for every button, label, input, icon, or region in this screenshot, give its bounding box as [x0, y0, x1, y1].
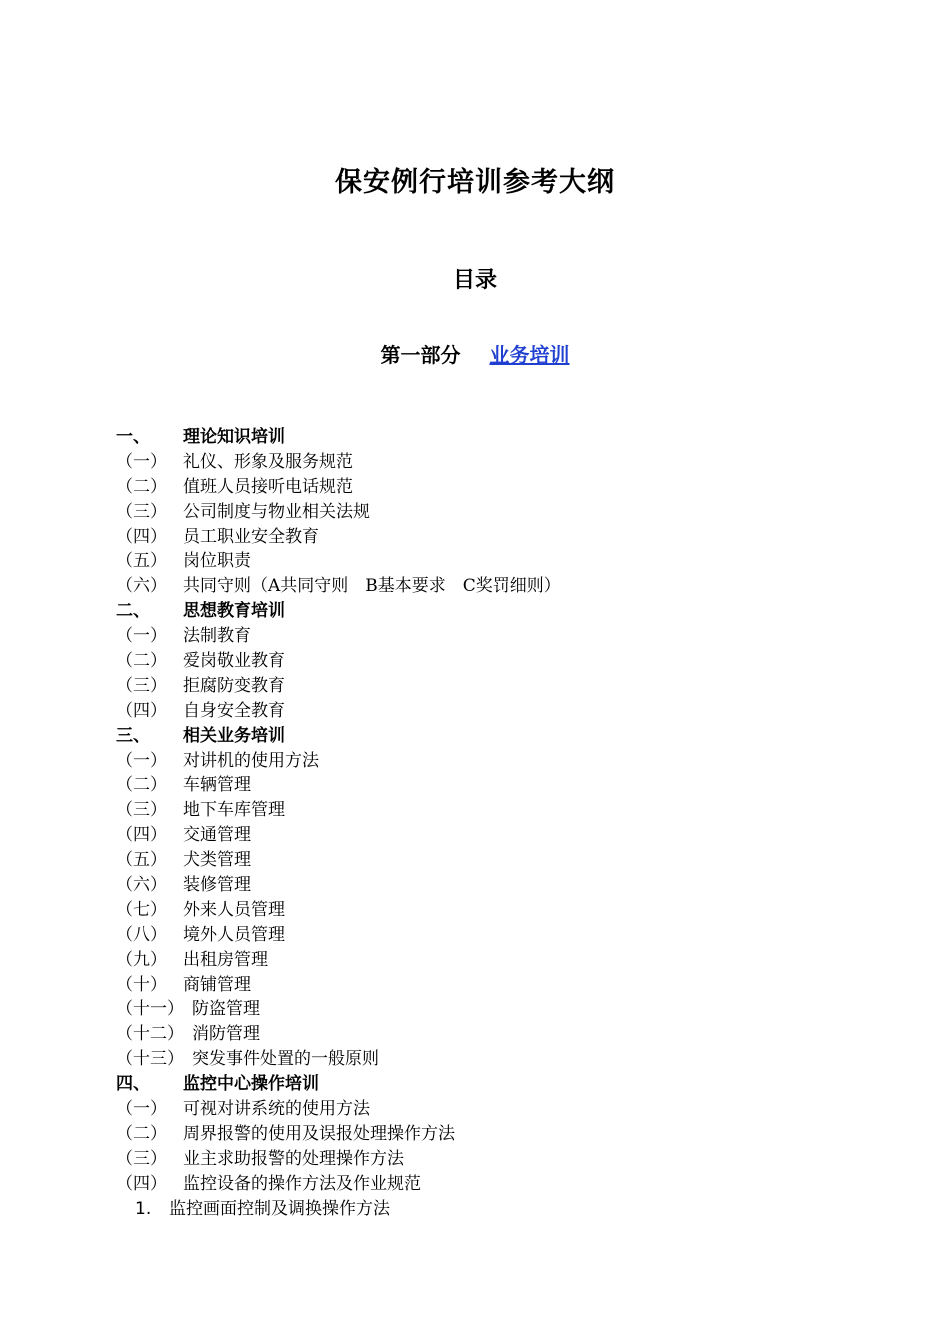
toc-number: （四） — [116, 700, 167, 721]
toc-text: 共同守则（A共同守则 B基本要求 C奖罚细则） — [183, 576, 561, 597]
toc-section[interactable] — [116, 599, 876, 624]
toc-text: 监控画面控制及调换操作方法 — [169, 1198, 390, 1219]
toc-text: 交通管理 — [183, 825, 251, 846]
toc-number: 四、 — [116, 1074, 150, 1095]
toc-number: （六） — [116, 875, 167, 896]
part-number: 第一部分 — [380, 343, 461, 367]
toc-heading: 目录 — [452, 268, 497, 293]
toc-text: 监控设备的操作方法及作业规范 — [183, 1173, 421, 1194]
toc-number: 1. — [135, 1198, 152, 1219]
toc-text: 消防管理 — [192, 1024, 260, 1045]
toc-number: （三） — [116, 1148, 167, 1169]
toc-item[interactable] — [116, 500, 876, 525]
toc-item[interactable] — [116, 1022, 876, 1047]
toc-number: （三） — [116, 501, 167, 522]
toc-number: （四） — [116, 825, 167, 846]
toc-item[interactable] — [116, 574, 876, 599]
toc-list — [116, 425, 876, 1222]
toc-section[interactable] — [116, 724, 876, 749]
toc-text: 理论知识培训 — [183, 427, 285, 447]
toc-number: （十三） — [116, 1049, 184, 1070]
toc-number: 二、 — [116, 601, 150, 622]
toc-number: 一、 — [116, 427, 150, 447]
toc-text: 车辆管理 — [183, 775, 251, 796]
toc-number: （一） — [116, 750, 167, 771]
toc-text: 突发事件处置的一般原则 — [192, 1049, 379, 1070]
toc-text: 思想教育培训 — [183, 601, 285, 622]
toc-item[interactable] — [116, 475, 876, 500]
toc-text: 防盗管理 — [192, 999, 260, 1020]
toc-number: （五） — [116, 850, 167, 871]
toc-item[interactable] — [116, 848, 876, 873]
toc-number: （八） — [116, 924, 167, 945]
toc-item[interactable] — [116, 749, 876, 774]
toc-subitem[interactable] — [116, 1197, 876, 1222]
toc-text: 外来人员管理 — [183, 899, 285, 920]
toc-text: 法制教育 — [183, 626, 251, 647]
toc-number: （六） — [116, 576, 167, 597]
toc-text: 员工职业安全教育 — [183, 526, 319, 547]
document-title: 保安例行培训参考大纲 — [335, 167, 615, 198]
toc-item[interactable] — [116, 997, 876, 1022]
toc-item[interactable] — [116, 525, 876, 550]
toc-text: 出租房管理 — [183, 949, 268, 970]
toc-section[interactable] — [116, 425, 876, 450]
toc-item[interactable] — [116, 773, 876, 798]
toc-item[interactable] — [116, 1147, 876, 1172]
toc-number: （一） — [116, 1099, 167, 1120]
toc-text: 犬类管理 — [183, 850, 251, 871]
toc-number: （五） — [116, 551, 167, 572]
toc-number: （三） — [116, 800, 167, 821]
toc-section[interactable] — [116, 1072, 876, 1097]
toc-item[interactable] — [116, 450, 876, 475]
toc-number: （一） — [116, 451, 167, 472]
toc-number: （一） — [116, 626, 167, 647]
toc-item[interactable] — [116, 873, 876, 898]
toc-item[interactable] — [116, 898, 876, 923]
toc-number: （二） — [116, 775, 167, 796]
toc-item[interactable] — [116, 1097, 876, 1122]
part-link-business-training[interactable]: 业务培训 — [489, 343, 570, 367]
toc-item[interactable] — [116, 674, 876, 699]
toc-item[interactable] — [116, 649, 876, 674]
toc-number: （十二） — [116, 1024, 184, 1045]
toc-item[interactable] — [116, 1172, 876, 1197]
part-heading — [0, 339, 950, 368]
toc-text: 装修管理 — [183, 875, 251, 896]
toc-text: 自身安全教育 — [183, 700, 285, 721]
toc-number: （九） — [116, 949, 167, 970]
toc-number: （四） — [116, 1173, 167, 1194]
toc-text: 爱岗敬业教育 — [183, 651, 285, 672]
toc-item[interactable] — [116, 973, 876, 998]
toc-item[interactable] — [116, 549, 876, 574]
toc-text: 地下车库管理 — [183, 800, 285, 821]
toc-number: （十） — [116, 974, 167, 995]
toc-item[interactable] — [116, 798, 876, 823]
toc-number: （二） — [116, 1123, 167, 1144]
toc-text: 值班人员接听电话规范 — [183, 476, 353, 497]
toc-number: （四） — [116, 526, 167, 547]
toc-number: （七） — [116, 899, 167, 920]
toc-item[interactable] — [116, 923, 876, 948]
toc-item[interactable] — [116, 624, 876, 649]
toc-number: （三） — [116, 675, 167, 696]
toc-number: （十一） — [116, 999, 184, 1020]
toc-item[interactable] — [116, 823, 876, 848]
toc-text: 监控中心操作培训 — [183, 1074, 319, 1095]
toc-text: 拒腐防变教育 — [183, 675, 285, 696]
toc-item[interactable] — [116, 1122, 876, 1147]
toc-text: 岗位职责 — [183, 551, 251, 572]
toc-item[interactable] — [116, 948, 876, 973]
toc-number: 三、 — [116, 725, 150, 746]
toc-number: （二） — [116, 476, 167, 497]
toc-text: 可视对讲系统的使用方法 — [183, 1099, 370, 1120]
toc-text: 境外人员管理 — [183, 924, 285, 945]
toc-text: 商铺管理 — [183, 974, 251, 995]
toc-text: 礼仪、形象及服务规范 — [183, 451, 353, 472]
toc-text: 对讲机的使用方法 — [183, 750, 319, 771]
toc-item[interactable] — [116, 1047, 876, 1072]
toc-number: （二） — [116, 651, 167, 672]
toc-text: 业主求助报警的处理操作方法 — [183, 1148, 404, 1169]
toc-text: 周界报警的使用及误报处理操作方法 — [183, 1123, 455, 1144]
toc-text: 公司制度与物业相关法规 — [183, 501, 370, 522]
toc-item[interactable] — [116, 699, 876, 724]
toc-text: 相关业务培训 — [183, 725, 285, 746]
